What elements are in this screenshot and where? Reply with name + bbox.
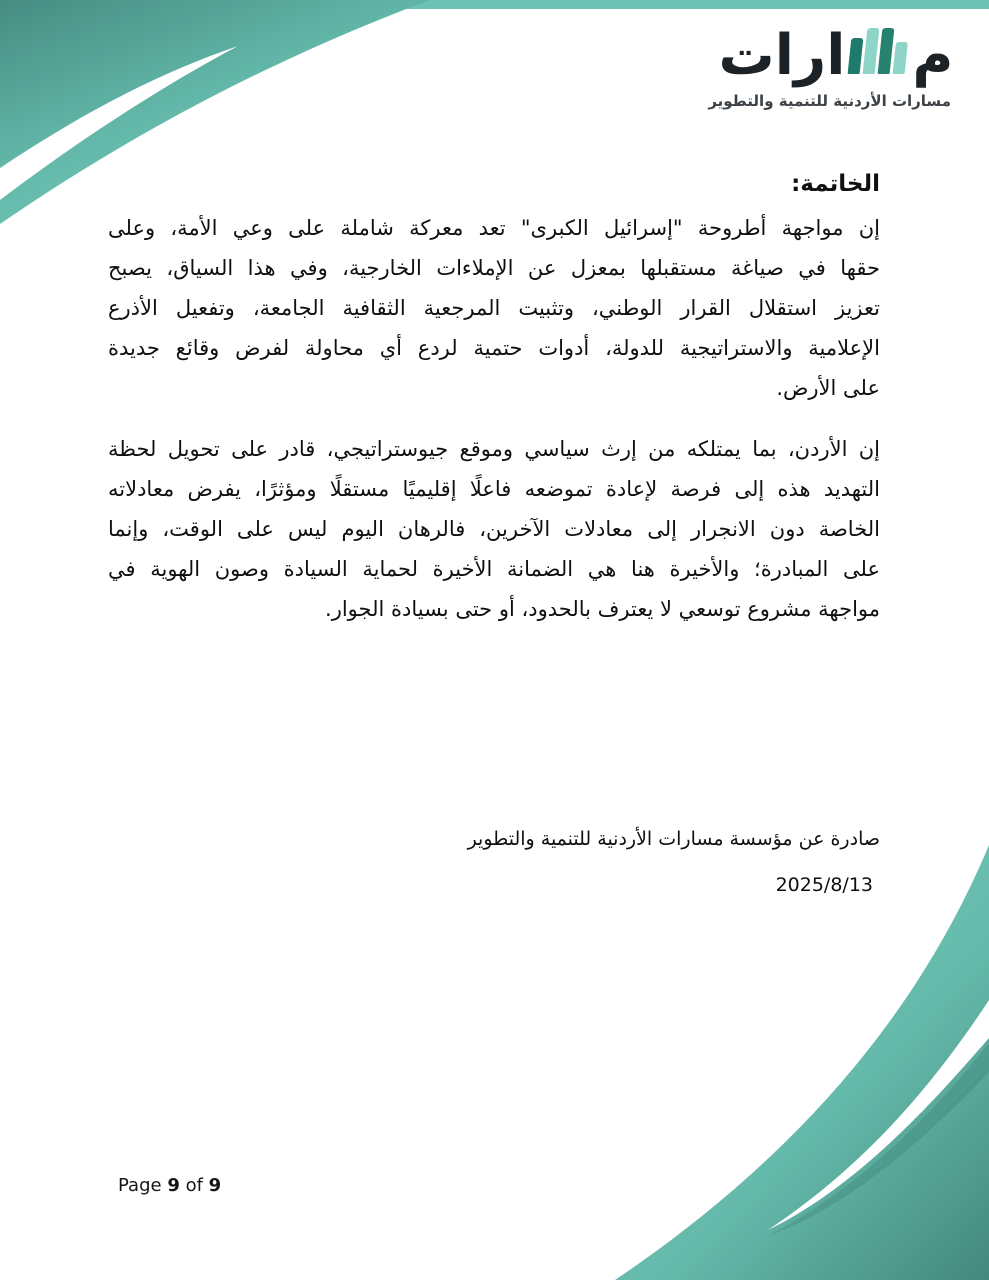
paragraph-line: إن مواجهة أطروحة "إسرائيل الكبرى" تعد معركة شاملة على وعي الأمة، وعلى <box>108 216 880 240</box>
paragraph-1 <box>108 208 880 408</box>
paragraph-line: الإعلامية والاستراتيجية للدولة، أدوات حتمية لردع أي محاولة لفرض وقائع جديدة <box>108 336 880 360</box>
paragraph-line: حقها في صياغة مستقبلها بمعزل عن الإملاءات الخارجية، وفي هذا السياق، يصبح <box>108 256 880 280</box>
issuer-line: صادرة عن مؤسسة مسارات الأردنية للتنمية والتطوير <box>467 828 880 850</box>
paragraph-2 <box>108 429 880 629</box>
bottom-right-swoosh-icon <box>615 845 989 1280</box>
page-total: 9 <box>208 1175 222 1196</box>
section-heading: الخاتمة: <box>791 171 880 197</box>
wordmark-meem: م <box>912 23 954 88</box>
page-current: 9 <box>167 1175 180 1196</box>
paragraph-line: إن الأردن، بما يمتلكه من إرث سياسي وموقع جيوستراتيجي، قادر على تحويل لحظة <box>108 437 880 461</box>
logo-tagline: مسارات الأردنية للتنمية والتطوير <box>708 92 951 110</box>
paragraph-line: على المبادرة؛ والأخيرة هنا هي الضمانة الأخيرة لحماية السيادة وصون الهوية في <box>108 557 880 581</box>
logo-bar-icon <box>893 42 908 74</box>
paragraph-line: مواجهة مشروع توسعي لا يعترف بالحدود، أو حتى بسيادة الجوار. <box>325 597 880 621</box>
of-word: of <box>185 1175 203 1196</box>
masarat-logo <box>708 23 954 110</box>
paragraph-line: الخاصة دون الانجرار إلى معادلات الآخرين، فالرهان اليوم ليس على الوقت، وإنما <box>108 517 880 541</box>
masarat-wordmark <box>718 23 954 88</box>
paragraph-line: التهديد هذه إلى فرصة لإعادة تموضعه فاعلًا إقليميًا مستقلًا ومؤثرًا، يفرض معادلاته <box>108 477 880 501</box>
wordmark-bars-icon <box>848 28 910 74</box>
paragraph-line: على الأرض. <box>776 376 880 400</box>
page-number <box>118 1174 221 1198</box>
wordmark-rest: ارات <box>718 23 846 88</box>
logo-bar-icon <box>848 38 864 74</box>
publish-date: 2025/8/13 <box>775 874 873 896</box>
page-word: Page <box>118 1175 162 1196</box>
document-body <box>108 166 880 629</box>
paragraph-line: تعزيز استقلال القرار الوطني، وتثبيت المرجعية الثقافية الجامعة، وتفعيل الأذرع <box>108 296 880 320</box>
